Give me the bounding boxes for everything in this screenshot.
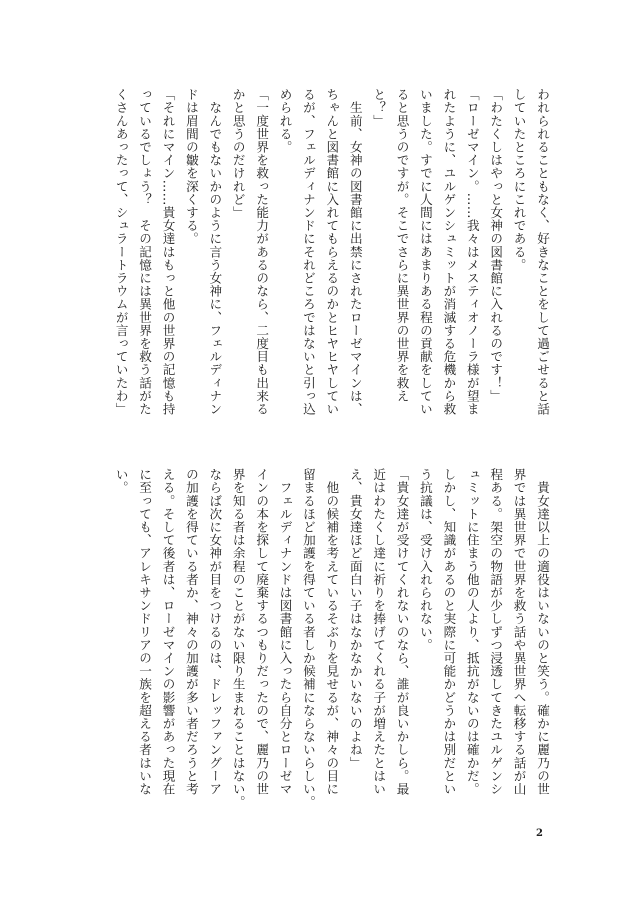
text-line: の加護を得ている者か、神々の加護が多い者だろうと考: [183, 468, 199, 796]
text-line: 「ローゼマイン。……我々はメスティオノーラ様が望ま: [464, 88, 480, 416]
text-line: え、貴女達ほど面白い子はなかなかいないのよね」: [347, 468, 363, 770]
text-line: インの本を探して廃棄するつもりだったので、麗乃の世: [254, 468, 270, 796]
text-line: と？」: [371, 88, 387, 128]
text-line: に至っても、アレキサンドリアの一族を超える者はいな: [137, 468, 153, 796]
text-line: 他の候補を考えているそぶりを見せるが、神々の目に: [324, 468, 340, 796]
text-line: 「わたくしはやっと女神の図書館に入れるのです！」: [488, 88, 504, 403]
text-line: くさんあったって、シュラートラウムが言っていたわ」: [113, 88, 129, 416]
text-line: められる。: [277, 88, 293, 154]
text-line: フェルディナンドは図書館に入ったら自分とローゼマ: [277, 468, 293, 796]
text-line: える。そして後者は、ローゼマインの影響があった現在: [160, 468, 176, 796]
text-line: 界を知る者は余程のことがない限り生まれることはない。: [230, 468, 246, 809]
text-line: ュミットに住まう他の人より、抵抗がないのは確かだ。: [464, 468, 480, 796]
text-line: ると思うのですが。そこでさらに異世界の世界を救え: [394, 88, 410, 403]
text-line: していたところにこれである。: [511, 88, 527, 272]
text-line: 留まるほど加護を得ている者しか候補にならないらしい。: [300, 468, 316, 809]
text-line: いました。すでに人間にはあまりある程の貢献をしてい: [417, 88, 433, 416]
text-line: しかし、知識があるのと実際に可能かどうかは別だとい: [441, 468, 457, 796]
upper-text-block: [109, 88, 554, 443]
text-line: 生前、女神の図書館に出禁にされたローゼマインは、: [347, 88, 363, 416]
text-line: 近はわたくし達に祈りを捧げてくれる子が増えたとはい: [371, 468, 387, 796]
text-line: れたように、ユルゲンシュミットが消滅する危機から救: [441, 88, 457, 416]
text-line: なんでもないかのように言う女神に、フェルディナン: [207, 88, 223, 416]
text-line: かと思うのだけれど」: [230, 88, 246, 219]
text-line: 程ある。架空の物語が少しずつ浸透してきたユルゲンシ: [488, 468, 504, 796]
text-line: 界では異世界で世界を救う話や異世界へ転移する話が山: [511, 468, 527, 796]
text-line: っているでしょう？ その記憶には異世界を救う話がた: [137, 88, 153, 416]
page-number: 2: [536, 828, 543, 839]
text-line: い。: [113, 468, 129, 495]
text-line: ちゃんと図書館に入れてもらえるのかとヒヤヒヤしてい: [324, 88, 340, 416]
text-line: ドは眉間の皺を深くする。: [183, 88, 199, 246]
lower-text-block: [109, 468, 554, 826]
text-line: 「それにマイン……貴女達はもっと他の世界の記憶も持: [160, 88, 176, 416]
text-line: るが、フェルディナンドにそれどころではないと引っ込: [300, 88, 316, 416]
text-line: ならば次に女神が目をつけるのは、ドレッファングーア: [207, 468, 223, 796]
text-line: 「貴女達が受けてくれないのなら、誰が良いかしら。最: [394, 468, 410, 796]
text-line: 貴女達以上の適役はいないのと笑う。確かに麗乃の世: [535, 468, 550, 796]
text-line: う抗議は、受け入れられない。: [417, 468, 433, 652]
text-line: われられることもなく、好きなことをして過ごせると話: [535, 88, 550, 416]
text-line: 「一度世界を救った能力があるのなら、二度目も出来る: [254, 88, 270, 416]
